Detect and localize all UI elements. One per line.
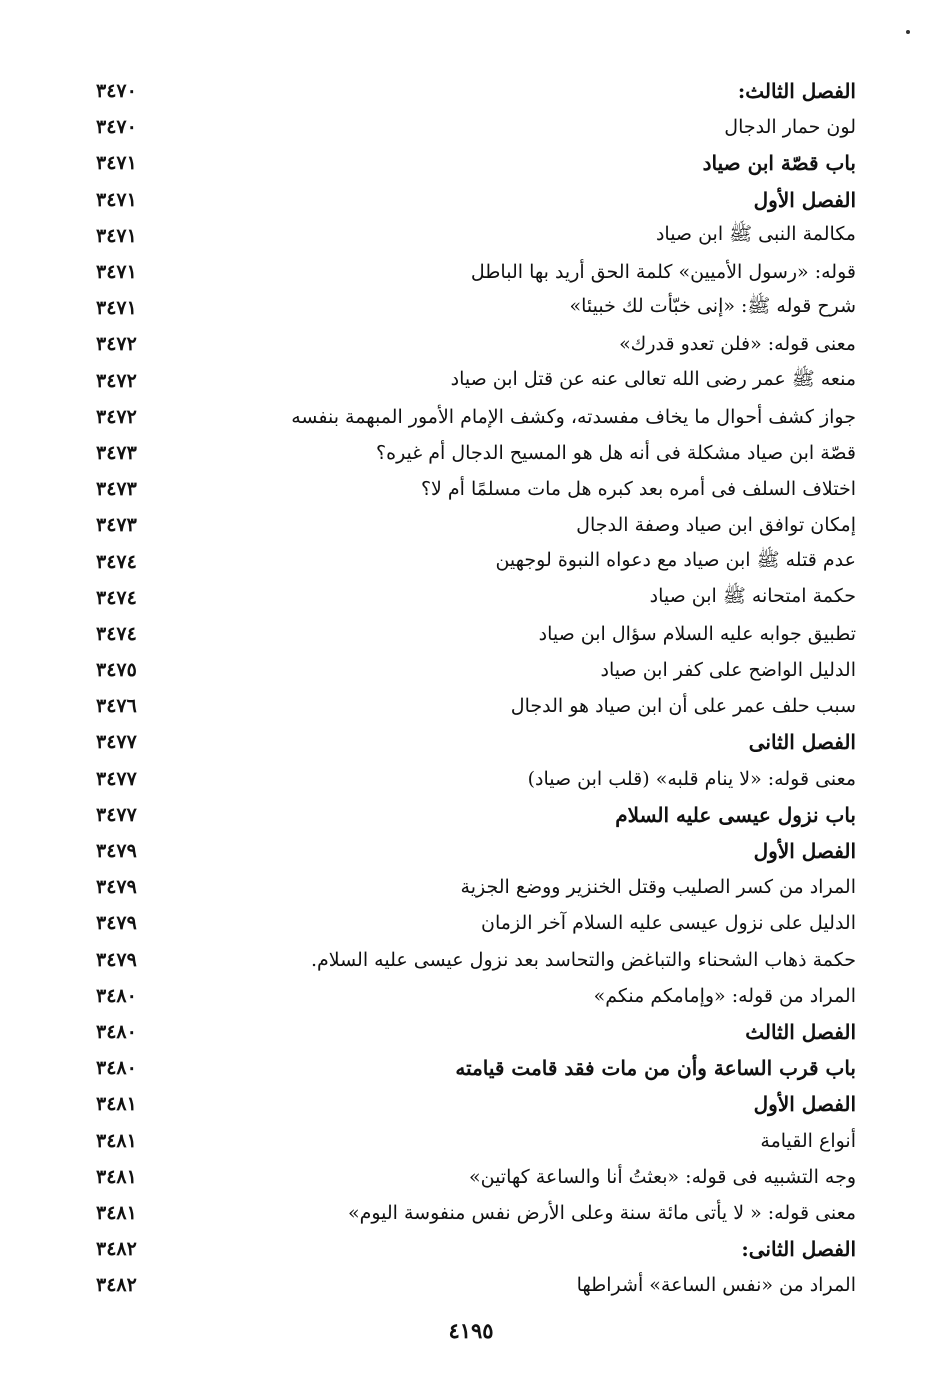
toc-entry <box>96 942 856 978</box>
toc-entry-title: وجه التشبيه فى قوله: «بعثتُ أنا والساعة كهاتين» <box>468 1165 856 1188</box>
toc-page-number: ٣٤٨١ <box>96 1129 137 1152</box>
toc-entry <box>96 1086 856 1122</box>
toc-entry <box>96 399 856 435</box>
toc-section-heading: باب نزول عيسى عليه السلام <box>615 802 856 827</box>
toc-section-heading: باب قصّة ابن صياد <box>702 151 856 176</box>
toc-entry <box>96 1050 856 1086</box>
toc-page-number: ٣٤٨٢ <box>96 1274 137 1297</box>
toc-page-number: ٣٤٧٣ <box>96 441 137 464</box>
toc-entry-title: الدليل على نزول عيسى عليه السلام آخر الزمان <box>481 912 856 935</box>
toc-entry-title: مكالمة النبى ﷺ ابن صياد <box>655 222 856 245</box>
toc-entry-title: لون حمار الدجال <box>724 116 856 139</box>
toc-entry <box>96 1267 856 1303</box>
toc-page-number: ٣٤٧٧ <box>96 803 137 826</box>
toc-entry-title: المراد من كسر الصليب وقتل الخنزير ووضع الجزية <box>460 876 856 899</box>
toc-entry <box>96 797 856 833</box>
toc-entry-title: قصّة ابن صياد مشكلة فى أنه هل هو المسيح الدجال أم غيره؟ <box>376 441 856 464</box>
toc-page-number: ٣٤٧٤ <box>96 550 137 573</box>
toc-page-number: ٣٤٨٢ <box>96 1238 137 1261</box>
toc-entry <box>96 363 856 399</box>
toc-entry <box>96 905 856 941</box>
toc-section-heading: الفصل الأول <box>753 1092 856 1117</box>
toc-section-heading: الفصل الأول <box>753 839 856 864</box>
toc-entry <box>96 326 856 362</box>
toc-page-number: ٣٤٧٤ <box>96 586 137 609</box>
toc-page-number: ٣٤٧١ <box>96 297 137 320</box>
toc-entry-title: شرح قوله ﷺ: «إنى خبّأت لك خبيئا» <box>569 295 856 318</box>
toc-entry-title: المراد من «نفس الساعة» أشراطها <box>576 1274 856 1297</box>
toc-entry <box>96 978 856 1014</box>
toc-section-heading: الفصل الثالث: <box>737 79 856 104</box>
toc-page-number: ٣٤٧١ <box>96 261 137 284</box>
toc-entry <box>96 1159 856 1195</box>
toc-entry <box>96 290 856 326</box>
toc-page-number: ٣٤٧٩ <box>96 876 137 899</box>
toc-page-number: ٣٤٧٧ <box>96 731 137 754</box>
toc-entry <box>96 761 856 797</box>
toc-page-number: ٣٤٧٣ <box>96 514 137 537</box>
toc-entry <box>96 73 856 109</box>
toc-entry-title: عدم قتله ﷺ ابن صياد مع دعواه النبوة لوجهين <box>495 548 856 571</box>
toc-entry <box>96 507 856 543</box>
toc-page-number: ٣٤٧٢ <box>96 369 137 392</box>
toc-entry-title: معنى قوله: «لا ينام قلبه» (قلب ابن صياد) <box>527 767 856 790</box>
toc-entry <box>96 724 856 760</box>
toc-page-number: ٣٤٧٥ <box>96 659 137 682</box>
toc-entry-title: قوله: «رسول الأميين» كلمة الحق أريد بها الباطل <box>470 261 856 284</box>
toc-section-heading: الفصل الثانى: <box>741 1237 856 1262</box>
toc-entry-title: الدليل الواضح على كفر ابن صياد <box>600 659 856 682</box>
toc-entry <box>96 435 856 471</box>
toc-entry-title: تطبيق جوابه عليه السلام سؤال ابن صياد <box>538 622 856 645</box>
toc-page-number: ٣٤٧٦ <box>96 695 137 718</box>
toc-section-heading: باب قرب الساعة وأن من مات فقد قامت قيامته <box>455 1056 856 1081</box>
toc-entry <box>96 833 856 869</box>
toc-entry <box>96 1231 856 1267</box>
toc-page-number: ٣٤٨٠ <box>96 1020 137 1043</box>
toc-page-number: ٣٤٧١ <box>96 224 137 247</box>
toc-entry <box>96 109 856 145</box>
toc-section-heading: الفصل الثانى <box>748 730 856 755</box>
toc-page-number: ٣٤٧١ <box>96 152 137 175</box>
toc-page-number: ٣٤٧٠ <box>96 116 137 139</box>
toc-entry-title: معنى قوله: « لا يأتى مائة سنة وعلى الأرض نفس منفوسة اليوم» <box>347 1201 856 1224</box>
toc-entry-title: اختلاف السلف فى أمره بعد كبره هل مات مسلمًا أم لا؟ <box>420 478 856 501</box>
corner-mark <box>906 30 910 34</box>
toc-page-number: ٣٤٧٤ <box>96 622 137 645</box>
toc-entry-title: حكمة ذهاب الشحناء والتباغض والتحاسد بعد نزول عيسى عليه السلام. <box>310 948 856 971</box>
toc-entry <box>96 616 856 652</box>
toc-entry-title: منعه ﷺ عمر رضى الله تعالى عنه عن قتل ابن صياد <box>450 367 856 390</box>
toc-entry <box>96 1014 856 1050</box>
toc-entry-title: معنى قوله: «فلن تعدو قدرك» <box>619 333 856 356</box>
toc-entry <box>96 688 856 724</box>
table-of-contents <box>96 73 856 1303</box>
toc-page-number: ٣٤٧٩ <box>96 912 137 935</box>
toc-entry <box>96 543 856 579</box>
toc-entry-title: أنواع القيامة <box>760 1129 856 1152</box>
toc-entry <box>96 580 856 616</box>
toc-page-number: ٣٤٧٩ <box>96 840 137 863</box>
toc-entry <box>96 254 856 290</box>
toc-page-number: ٣٤٧٢ <box>96 405 137 428</box>
page-number: ٤١٩٥ <box>448 1318 494 1343</box>
toc-entry <box>96 1122 856 1158</box>
toc-entry-title: جواز كشف أحوال ما يخاف مفسدته، وكشف الإمام الأمور المبهمة بنفسه <box>291 405 856 428</box>
toc-entry <box>96 218 856 254</box>
toc-page-number: ٣٤٧٣ <box>96 478 137 501</box>
toc-page-number: ٣٤٨٠ <box>96 1057 137 1080</box>
toc-entry-title: المراد من قوله: «وإمامكم منكم» <box>593 984 856 1007</box>
toc-entry <box>96 652 856 688</box>
toc-entry <box>96 869 856 905</box>
toc-page-number: ٣٤٧٧ <box>96 767 137 790</box>
toc-page-number: ٣٤٧٩ <box>96 948 137 971</box>
toc-section-heading: الفصل الثالث <box>745 1019 856 1044</box>
toc-entry <box>96 145 856 181</box>
toc-page-number: ٣٤٨١ <box>96 1165 137 1188</box>
toc-page-number: ٣٤٨٠ <box>96 984 137 1007</box>
toc-entry-title: حكمة امتحانه ﷺ ابن صياد <box>649 584 856 607</box>
toc-entry-title: إمكان توافق ابن صياد وصفة الدجال <box>576 514 856 537</box>
toc-entry <box>96 1195 856 1231</box>
toc-entry-title: سبب حلف عمر على أن ابن صياد هو الدجال <box>510 695 856 718</box>
toc-entry <box>96 471 856 507</box>
toc-page-number: ٣٤٨١ <box>96 1093 137 1116</box>
toc-page-number: ٣٤٧٠ <box>96 80 137 103</box>
toc-page-number: ٣٤٧٢ <box>96 333 137 356</box>
toc-page-number: ٣٤٧١ <box>96 188 137 211</box>
toc-page-number: ٣٤٨١ <box>96 1201 137 1224</box>
toc-section-heading: الفصل الأول <box>753 187 856 212</box>
toc-entry <box>96 182 856 218</box>
